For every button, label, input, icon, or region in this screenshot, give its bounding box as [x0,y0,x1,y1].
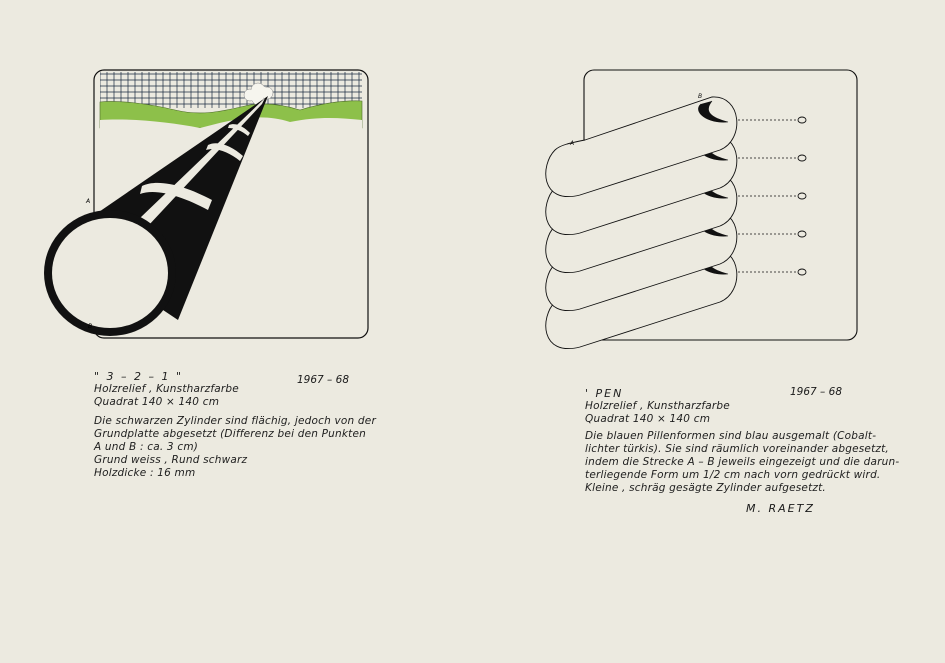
right-line-2: Quadrat 140 × 140 cm [585,413,711,425]
pill-forms [546,93,806,349]
label-b-right: B [698,93,703,100]
right-desc-1: Die blauen Pillenformen sind blau ausgemalt (Cobalt- [585,430,877,442]
left-desc-3: A und B : ca. 3 cm) [94,441,199,453]
right-title: ' PEN [585,387,624,400]
right-desc-5: Kleine , schräg gesägte Zylinder aufgesetzt. [585,482,826,494]
left-desc-5: Holzdicke : 16 mm [94,467,196,479]
grid-sky [100,72,362,108]
left-title: " 3 – 2 – 1 " [94,370,184,383]
right-drawing [546,70,857,349]
right-desc-4: terliegende Form um 1/2 cm nach vorn gedrückt wird. [585,469,881,481]
label-b-left: B [88,323,93,330]
left-caption [94,370,376,480]
left-drawing [44,70,368,338]
left-line-1: Holzrelief , Kunstharzfarbe [94,383,239,395]
left-desc-1: Die schwarzen Zylinder sind flächig, jedoch von der [94,415,376,427]
left-year: 1967 – 68 [297,374,350,386]
left-desc-4: Grund weiss , Rund schwarz [94,454,248,466]
right-line-1: Holzrelief , Kunstharzfarbe [585,400,730,412]
right-desc-2: lichter türkis). Sie sind räumlich voreinander abgesetzt, [585,443,889,455]
left-desc-2: Grundplatte abgesetzt (Differenz bei den Punkten [94,428,366,440]
left-line-2: Quadrat 140 × 140 cm [94,396,220,408]
label-a-right: A [570,140,575,147]
label-a-left: A [86,198,91,205]
right-year: 1967 – 68 [790,386,843,398]
right-desc-3: indem die Strecke A – B jeweils eingezeigt und die darun- [585,456,900,468]
right-caption [585,387,899,495]
signature: M. RAETZ [746,502,815,515]
